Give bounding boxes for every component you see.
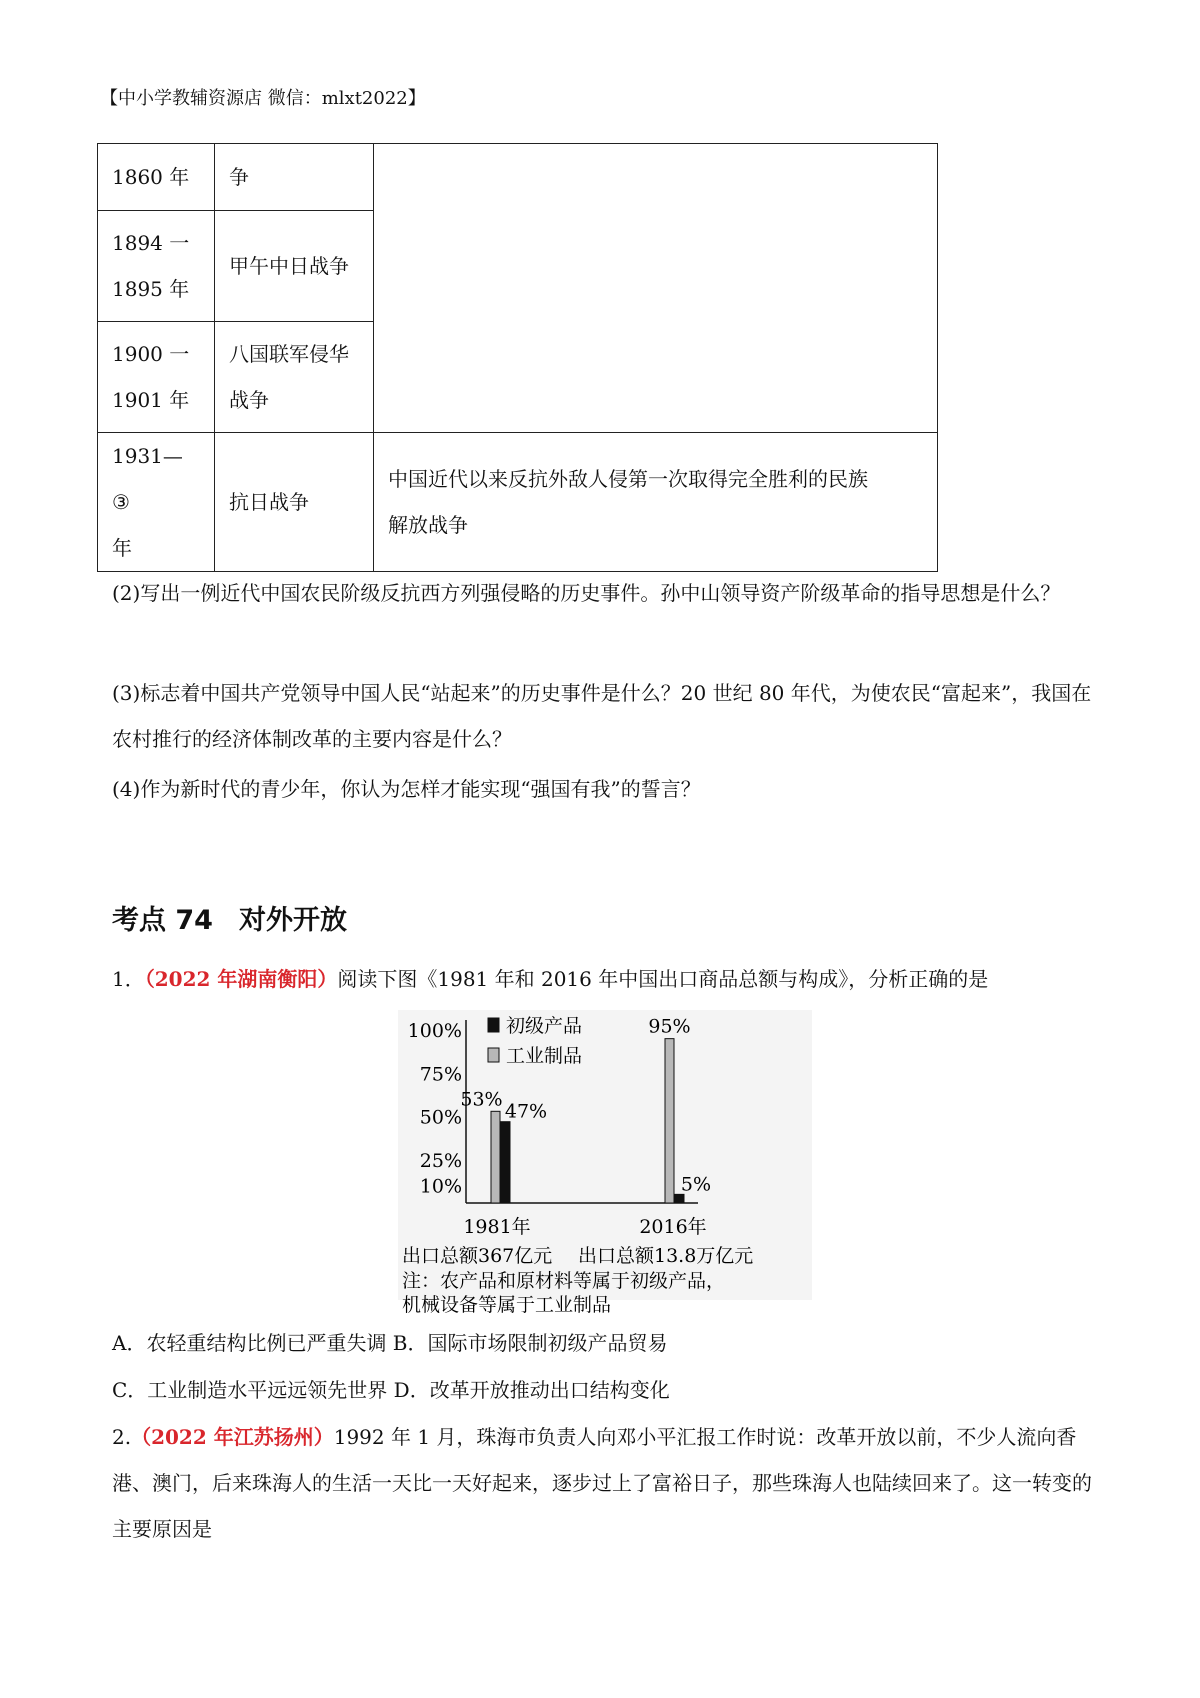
total-2016: 出口总额13.8万亿元 xyxy=(578,1245,754,1267)
item-2-stem xyxy=(112,1414,1102,1552)
item-source: （2022 年湖南衡阳） xyxy=(144,967,338,991)
y-tick-label: 75% xyxy=(419,1063,462,1086)
year-cell: 1931—③ 年 xyxy=(98,433,215,572)
item-number: 2. xyxy=(112,1425,132,1449)
item-source: （2022 年江苏扬州） xyxy=(131,1425,334,1449)
x-tick-label: 2016年 xyxy=(639,1216,707,1238)
section-title xyxy=(112,898,347,937)
war-cell: 抗日战争 xyxy=(215,433,374,572)
item-1-stem xyxy=(112,956,1102,1002)
option-row-2: C．工业制造水平远远领先世界 D．改革开放推动出口结构变化 xyxy=(112,1378,670,1402)
item-text: 1992 年 1 月，珠海市负责人向邓小平汇报工作时说：改革开放以前，不少人流向香港、澳门，后来珠海人的生活一天比一天好起来，逐步过上了富裕日子，那些珠海人也陆续回来了。这一转变的主要原因是 xyxy=(112,1425,1092,1541)
total-1981: 出口总额367亿元 xyxy=(402,1245,553,1267)
legend-label: 初级产品 xyxy=(506,1015,583,1037)
note-cell: 中国近代以来反抗外敌人侵第一次取得完全胜利的民族 解放战争 xyxy=(374,433,938,572)
data-label: 47% xyxy=(504,1100,548,1123)
bar-primary xyxy=(501,1122,510,1203)
option-row-1: A．农轻重结构比例已严重失调 B．国际市场限制初级产品贸易 xyxy=(112,1331,668,1355)
question-3: (3)标志着中国共产党领导中国人民“站起来”的历史事件是什么？20 世纪 80 年代，为使农民“富起来”，我国在农村推行的经济体制改革的主要内容是什么？ xyxy=(112,681,1092,751)
page-header: 【中小学教辅资源店 微信：mlxt2022】 xyxy=(100,88,426,109)
x-tick-label: 1981年 xyxy=(463,1216,531,1238)
question-2: (2)写出一例近代中国农民阶级反抗西方列强侵略的历史事件。孙中山领导资产阶级革命的指导思想是什么？ xyxy=(112,581,1061,605)
bar-manufactured xyxy=(665,1039,674,1203)
bar-primary xyxy=(675,1194,684,1203)
table-row xyxy=(98,433,938,572)
y-tick-label: 25% xyxy=(419,1149,462,1172)
item-text: 阅读下图《1981 年和 2016 年中国出口商品总额与构成》，分析正确的是 xyxy=(337,967,989,991)
year-cell: 1860 年 xyxy=(98,144,215,211)
item-number: 1． xyxy=(112,967,145,991)
table-row xyxy=(98,144,938,211)
war-cell: 争 xyxy=(215,144,374,211)
chart-note: 机械设备等属于工业制品 xyxy=(402,1294,612,1316)
y-tick-label: 10% xyxy=(419,1175,462,1198)
year-cell: 1894 一 1895 年 xyxy=(98,211,215,322)
legend-swatch xyxy=(488,1048,499,1062)
y-tick-label: 100% xyxy=(407,1020,462,1042)
section-name: 对外开放 xyxy=(238,905,347,936)
export-chart xyxy=(398,1010,812,1316)
data-label: 5% xyxy=(680,1173,712,1196)
y-tick-label: 50% xyxy=(419,1106,462,1129)
war-cell: 甲午中日战争 xyxy=(215,211,374,322)
chart-note: 注：农产品和原材料等属于初级产品， xyxy=(402,1270,726,1292)
legend-swatch xyxy=(488,1018,499,1032)
year-cell: 1900 一 1901 年 xyxy=(98,322,215,433)
note-cell-empty xyxy=(374,144,938,433)
legend-label: 工业制品 xyxy=(506,1045,583,1067)
question-4: (4)作为新时代的青少年，你认为怎样才能实现“强国有我”的誓言？ xyxy=(112,777,701,801)
bar-manufactured xyxy=(491,1111,500,1203)
war-cell: 八国联军侵华 战争 xyxy=(215,322,374,433)
data-label: 95% xyxy=(648,1015,691,1038)
section-label: 考点 74 xyxy=(112,905,213,936)
export-chart-svg xyxy=(398,1010,812,1316)
data-label: 53% xyxy=(460,1088,503,1111)
history-table xyxy=(97,143,938,572)
